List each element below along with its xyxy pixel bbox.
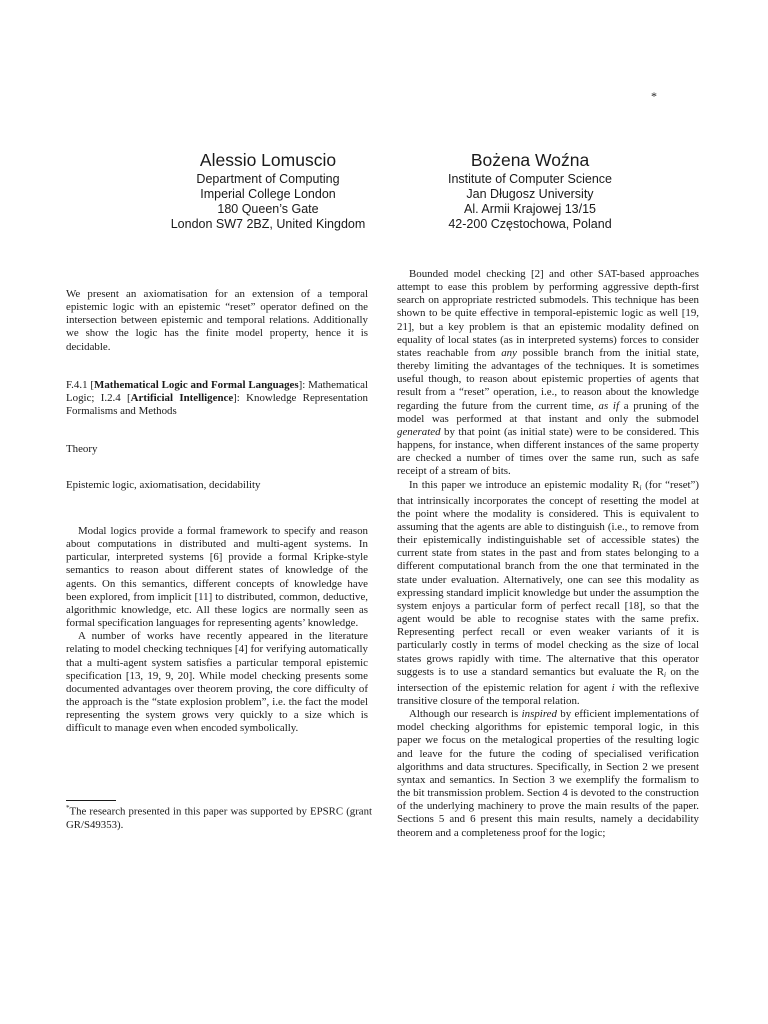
subscript: i (663, 670, 666, 679)
abstract (66, 288, 368, 354)
keywords-text: Epistemic logic, axiomatisation, decidability (66, 479, 261, 491)
text-run: Although our research is (409, 708, 522, 721)
text-run: a pruning of the model was performed at that instant and only the submodel (397, 399, 699, 425)
ccs-text (66, 379, 368, 418)
author-affiliation-line: Jan Długosz University (466, 187, 594, 201)
general-terms (66, 443, 368, 456)
author-affiliation-line: Institute of Computer Science (448, 172, 612, 186)
ccs-fragment: ]: Knowledge Representation Formalisms and Methods (66, 392, 368, 418)
footnote-text: The research presented in this paper was supported by EPSRC (grant GR/S49353). (66, 805, 372, 831)
keywords (66, 479, 368, 492)
emphasis: generated (397, 425, 441, 438)
ccs-category: Artificial Intelligence (130, 392, 234, 405)
author-affiliation-line: Al. Armii Krajowej 13/15 (463, 202, 596, 216)
introduction-right-column (397, 268, 699, 840)
author-affiliation-line: Department of Computing (196, 172, 340, 186)
body-paragraph (397, 268, 699, 479)
text-run: Bounded model checking [2] and other SAT-based approaches attempt to ease this problem by performing aggressive depth-first search on appropriate restricted submodels. This technique has been shown to be quite effective in temporal-epistemic logic as well [19, 21], but a key problem is that an epistemic modality defined on equality of local states (as in interpreted systems) forces to consider states reachable from (397, 268, 699, 359)
footnote-rule (66, 800, 116, 801)
author-affiliation-line: Imperial College London (200, 187, 336, 201)
text-run: on the intersection of the epistemic relation for agent (397, 665, 699, 694)
footnote-mark: * (66, 804, 70, 812)
ccs-category: Mathematical Logic and Formal Languages (94, 379, 299, 391)
author-affiliation-line: 180 Queen’s Gate (217, 202, 319, 216)
text-run: (for “reset”) that intrinsically incorporates the concept of resetting the model at the point where the modality is considered. This is equivalent to assuming that the agents are able to distinguish (i.e., to remove from their epistemically indistinguishable set of accessible states) the current state from states in the past and from states belonging to a different computational branch from the one that terminated in the state under evaluation. Alternatively, one can see this modality as expressing standard implicit knowledge but under the assumption the system enjoys a particular form of perfect recall [18], so that the agent would be able to recognise states with the same prefix. Representing perfect recall or even weaker variants of it is particularly costly in terms of model checking as the size of local states grows rapidly with time. The alternative that this operator suggests is to use a standard semantics but evaluate the R (397, 478, 700, 678)
emphasis: i (611, 681, 615, 694)
ccs-fragment: ]: Mathematical Logic; I.2.4 [ (66, 379, 369, 405)
introduction-left-column (66, 525, 368, 736)
author-block-1 (118, 148, 418, 232)
body-paragraph (397, 479, 699, 709)
author-affiliation-line: London SW7 2BZ, United Kingdom (170, 217, 366, 231)
author-name: Alessio Lomuscio (199, 150, 337, 170)
ccs-concepts (66, 379, 368, 418)
text-run: by that point (as initial state) were to be considered. This happens, for instance, when different instances of the same property are checked a number of times over the same run, such as safe receipt of a stream of bits. (397, 425, 699, 478)
emphasis: any (501, 346, 517, 359)
emphasis: as if (598, 399, 619, 412)
body-paragraph: A number of works have recently appeared in the literature relating to model checking techniques [4] for verifying automatically that a multi-agent system satisfies a particular temporal epistemic specification [13, 19, 9, 20]. While model checking presents some documented advantages over theorem proving, the core difficulty of the approach is the “state explosion problem”, i.e. the fact the model representing the system grows very quickly to a size which is difficult to manage even when encoded symbolically. (66, 630, 368, 735)
text-run: by efficient implementations of model checking algorithms for epistemic temporal logic, in this paper we focus on the metalogical properties of the resulting logic and leave for the future the coding of specialised verification algorithms and data structures. Specifically, in Section 2 we present syntax and semantics. In Section 3 we exemplify the formalism to the bit transmission problem. Section 4 is devoted to the construction of the underlying machinery to prove the main results of the paper. Sections 5 and 6 present this main results, namely a decidability theorem and a completeness proof for the logic; (397, 708, 700, 839)
footnote (66, 802, 372, 832)
emphasis: inspired (521, 708, 557, 721)
title-footnote-marker: * (651, 89, 657, 103)
subscript: i (639, 483, 642, 492)
author-block-2 (380, 148, 680, 232)
author-affiliation-line: 42-200 Częstochowa, Poland (448, 217, 612, 231)
text-run: In this paper we introduce an epistemic modality R (409, 478, 640, 491)
general-terms-text: Theory (66, 443, 98, 455)
body-paragraph (397, 708, 699, 840)
ccs-fragment: F.4.1 [ (66, 379, 95, 391)
body-paragraph: Modal logics provide a formal framework to specify and reason about computations in distributed and multi-agent systems. In particular, interpreted systems [6] provide a formal Kripke-style semantics to reason about different states of knowledge of the agents. On this semantics, different concepts of knowledge have been explored, from implicit [11] to distributed, common, deductive, algorithmic knowledge, etc. All these logics are normally seen as formal specification languages for representing agents’ knowledge. (66, 525, 368, 630)
text-run: possible branch from the initial state, thereby limiting the advantages of the techniques. It is sometimes useful though, to reason about epistemic properties of agents that result from a “reset” operation, i.e., to reason about the knowledge regarding the future from the current time, (397, 346, 700, 412)
abstract-text: We present an axiomatisation for an extension of a temporal epistemic logic with an epistemic “reset” operator defined on the intersection between epistemic and temporal relations. Additionally we show the logic has the finite model property, hence it is decidable. (66, 288, 368, 353)
text-run: with the reflexive transitive closure of the temporal relation. (397, 681, 699, 707)
author-name: Bożena Woźna (470, 150, 590, 170)
